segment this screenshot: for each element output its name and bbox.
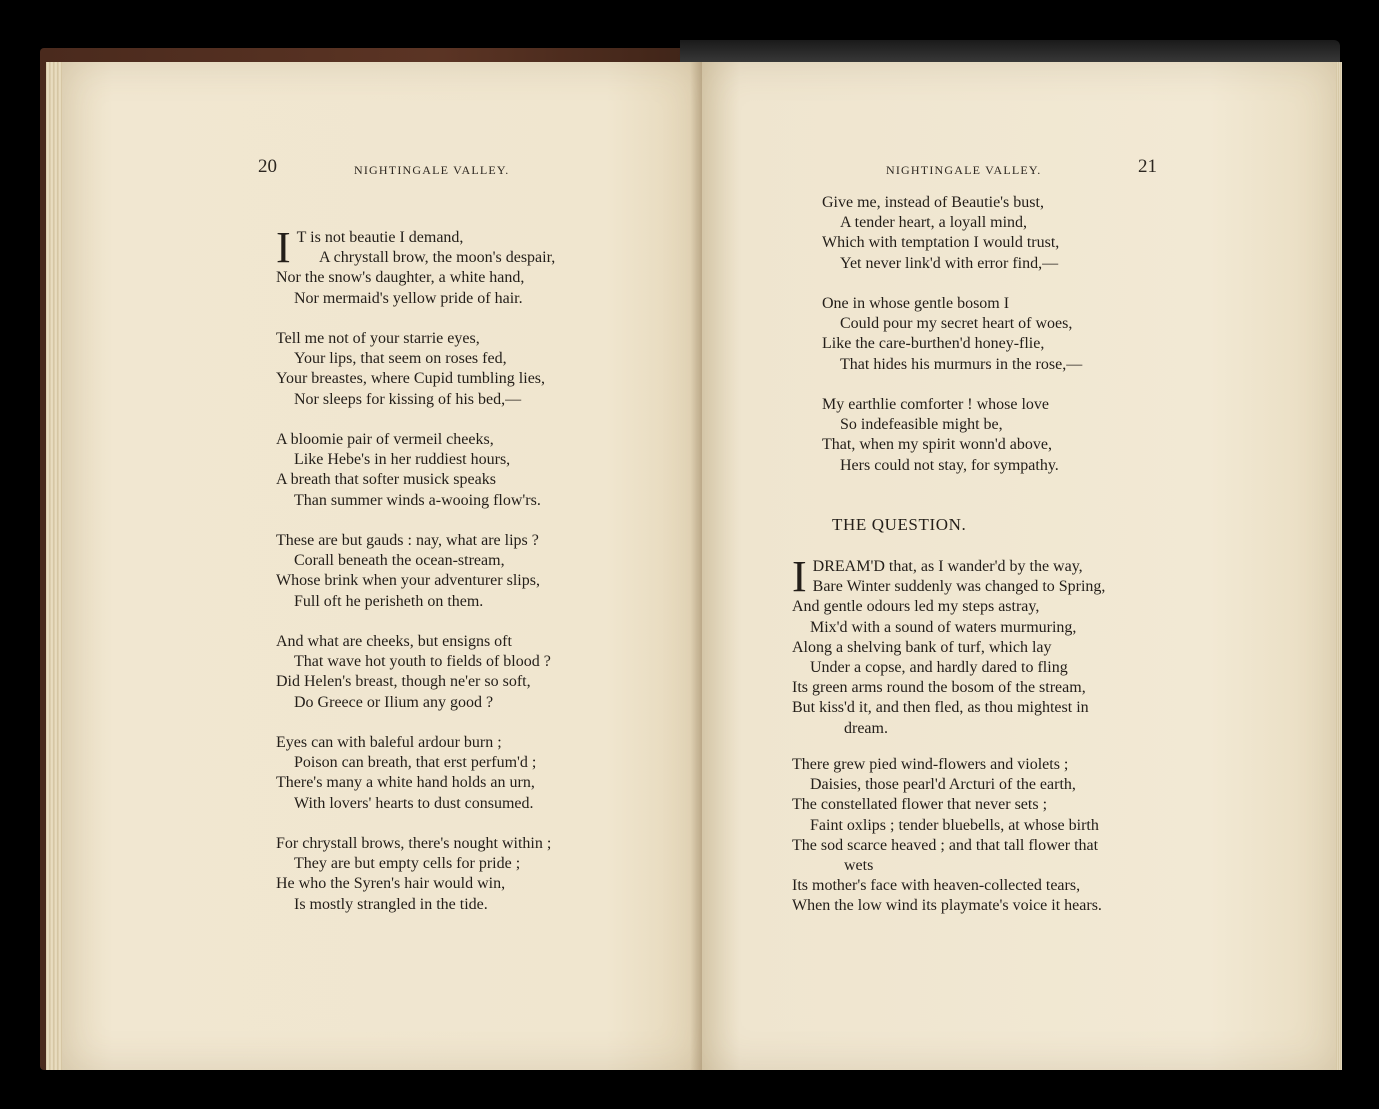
stanza xyxy=(792,755,1102,917)
stanza xyxy=(276,223,556,309)
poem-line: A chrystall brow, the moon's despair, xyxy=(319,249,556,267)
poem-line: Nor mermaid's yellow pride of hair. xyxy=(294,289,523,307)
poem-line: These are but gauds : nay, what are lips ? xyxy=(276,532,539,549)
poem-line: Under a copse, and hardly dared to fling xyxy=(810,659,1068,677)
poem-line: A bloomie pair of vermeil cheeks, xyxy=(276,431,494,448)
poem-line: Nor the snow's daughter, a white hand, xyxy=(276,269,525,287)
poem-line: But kiss'd it, and then fled, as thou mightest in xyxy=(792,699,1089,717)
drop-cap: I xyxy=(792,552,807,601)
poem-the-question xyxy=(792,552,1106,937)
poem-line: For chrystall brows, there's nought within ; xyxy=(276,835,552,852)
poem-line: That, when my spirit wonn'd above, xyxy=(822,436,1052,454)
poem-line: Could pour my secret heart of woes, xyxy=(840,315,1073,333)
poem-line: And gentle odours led my steps astray, xyxy=(792,598,1040,616)
poem-line: Which with temptation I would trust, xyxy=(822,234,1060,252)
poem-line: Yet never link'd with error find,— xyxy=(840,254,1059,272)
running-head-right: NIGHTINGALE VALLEY. xyxy=(886,163,1042,177)
stanza xyxy=(822,395,1082,476)
poem-line: There's many a white hand holds an urn, xyxy=(276,774,535,792)
poem-line: Along a shelving bank of turf, which lay xyxy=(792,638,1052,656)
poem-line: Corall beneath the ocean-stream, xyxy=(294,552,505,570)
open-book xyxy=(40,40,1340,1070)
stanza xyxy=(276,531,555,612)
stanza xyxy=(822,294,1082,375)
poem-line: Do Greece or Ilium any good ? xyxy=(294,693,494,711)
poem-line: Nor sleeps for kissing of his bed,— xyxy=(294,390,522,408)
poem-line: Full oft he perisheth on them. xyxy=(294,592,484,610)
poem-line: That hides his murmurs in the rose,— xyxy=(840,355,1083,373)
poem-line: Eyes can with baleful ardour burn ; xyxy=(276,734,502,751)
left-page xyxy=(62,62,702,1070)
drop-cap: I xyxy=(276,223,291,272)
stanza xyxy=(276,430,555,511)
poem-line: Mix'd with a sound of waters murmuring, xyxy=(810,618,1077,636)
poem-line: When the low wind its playmate's voice it hears. xyxy=(792,897,1102,915)
poem-line: My earthlie comforter ! whose love xyxy=(822,396,1050,413)
poem-line: A breath that softer musick speaks xyxy=(276,471,496,489)
stanza xyxy=(792,552,1106,739)
poem-line: Like the care-burthen'd honey-flie, xyxy=(822,335,1045,353)
stanza xyxy=(276,329,555,410)
poem-line: There grew pied wind-flowers and violets ; xyxy=(792,756,1069,774)
poem-line: Its mother's face with heaven-collected tears, xyxy=(792,877,1081,895)
right-page xyxy=(702,62,1336,1070)
stanza xyxy=(276,834,555,915)
poem-line: Tell me not of your starrie eyes, xyxy=(276,330,480,347)
poem-line: The constellated flower that never sets ; xyxy=(792,796,1048,814)
poem-line: T is not beautie I demand, xyxy=(296,229,464,246)
poem-line: So indefeasible might be, xyxy=(840,416,1003,434)
page-number-left: 20 xyxy=(258,156,277,177)
poem-line: DREAM'D that, as I wander'd by the way, xyxy=(812,558,1083,575)
poem-line: A tender heart, a loyall mind, xyxy=(840,214,1028,232)
poem-line: Whose brink when your adventurer slips, xyxy=(276,572,540,590)
poem-line: Your lips, that seem on roses fed, xyxy=(294,350,507,368)
poem-line: Your breastes, where Cupid tumbling lies, xyxy=(276,370,546,388)
stanza xyxy=(276,733,555,814)
poem-line: One in whose gentle bosom I xyxy=(822,295,1010,312)
poem-line: Did Helen's breast, though ne'er so soft, xyxy=(276,673,531,691)
poem-line: That wave hot youth to fields of blood ? xyxy=(294,653,551,671)
poem-line: Daisies, those pearl'd Arcturi of the earth, xyxy=(810,776,1076,794)
poem-line: And what are cheeks, but ensigns oft xyxy=(276,633,512,650)
poem-line: Like Hebe's in her ruddiest hours, xyxy=(294,451,511,469)
poem-line: Give me, instead of Beautie's bust, xyxy=(822,194,1044,211)
poem-line: Bare Winter suddenly was changed to Spring, xyxy=(812,578,1106,596)
poem-line: Its green arms round the bosom of the stream, xyxy=(792,679,1086,697)
stanza xyxy=(822,193,1082,274)
poem-line: Than summer winds a-wooing flow'rs. xyxy=(294,491,541,509)
poem-line: He who the Syren's hair would win, xyxy=(276,875,506,893)
stanza xyxy=(276,632,555,713)
poem-left xyxy=(276,223,556,935)
poem-line: With lovers' hearts to dust consumed. xyxy=(294,794,534,812)
poem-line: Is mostly strangled in the tide. xyxy=(294,895,488,913)
poem-line: Hers could not stay, for sympathy. xyxy=(840,456,1059,474)
poem-right-continued xyxy=(822,193,1082,496)
page-number-right: 21 xyxy=(1138,156,1157,177)
poem-line: Faint oxlips ; tender bluebells, at whose birth xyxy=(810,816,1099,834)
poem-line: Poison can breath, that erst perfum'd ; xyxy=(294,754,537,772)
poem-line: They are but empty cells for pride ; xyxy=(294,855,521,873)
poem-line: wets xyxy=(844,857,874,875)
poem-line: The sod scarce heaved ; and that tall flower that xyxy=(792,836,1099,854)
poem-title: THE QUESTION. xyxy=(832,515,967,534)
running-head-left: NIGHTINGALE VALLEY. xyxy=(354,163,510,177)
poem-line: dream. xyxy=(844,719,888,737)
